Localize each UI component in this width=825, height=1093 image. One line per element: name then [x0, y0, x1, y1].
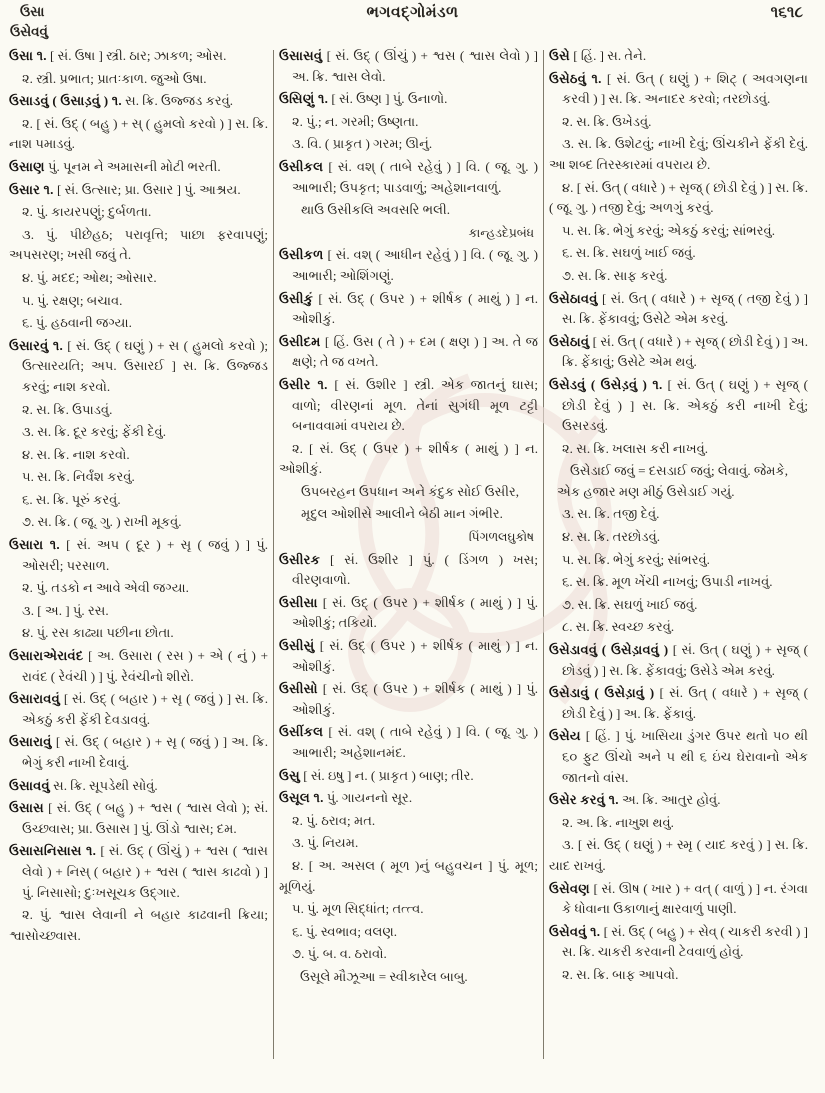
dictionary-entry: [549, 289, 808, 330]
dictionary-entry: [279, 89, 538, 110]
headword: ઉસીરક: [279, 551, 321, 567]
entry-text: ઉસેડાઈ જવું = દસડાઈ જવું; લેવાવું. જેમકે, એક હજાર મણ મીઠું ઉસેડાઈ ગયું.: [557, 463, 789, 499]
headword: ઉસીકળ: [279, 247, 324, 263]
entry-text: ૬. પું. સ્વભાવ; વલણ.: [292, 923, 398, 939]
citation-source: [279, 527, 538, 548]
entry-text: ૩. [ સં. ઉદ્ ( ઘણું ) + સ્મૃ ( યાદ કરવું ) ] સ. ક્રિ. યાદ રાખવું.: [549, 837, 808, 873]
sense-line: [549, 617, 808, 638]
entry-text: [ સં. વશ્ ( તાબે રહેવું ) ] વિ. ( જૂ. ગુ. ) આભારી; ઉપકૃત; પાડવાળું; અહેશાનવાળું.: [292, 158, 538, 195]
entry-text: ૫. સ. ક્રિ. ભેગું કરવું; સાંભરવું.: [562, 551, 710, 567]
headword: ઉસીર ૧.: [279, 376, 328, 392]
entry-text: ૨. અ. ક્રિ. નાખુશ થવું.: [562, 814, 674, 830]
entry-text: ૬. સ. ક્રિ. મૂળ ખેંચી નાખવું; ઉપાડી નાખવું.: [562, 574, 773, 590]
sense-line: [9, 69, 268, 90]
dictionary-entry: [279, 332, 538, 373]
entry-text: ૪. સ. ક્રિ. નાશ કરવો.: [22, 446, 130, 462]
entry-text: ૩. પું. નિયમ.: [292, 835, 359, 851]
entry-text: થાઉ ઉસીકલિ અવસરિ ભલી.: [301, 202, 451, 218]
entry-text: ૫. પું. મૂળ સિદ્ધાંત; તત્ત્વ.: [292, 901, 424, 917]
dictionary-entry: [549, 375, 808, 437]
entry-text: [ સં. ઉદ્ ( ઉપર ) + શીર્ષક ( માથું ) ] પું. ઓશીકું.: [292, 681, 538, 717]
dictionary-entry: [9, 646, 268, 687]
dictionary-entry: [9, 180, 268, 201]
entry-text: મૃદુલ ઓશીસે આલીને બેઠી માન ગંભીર.: [301, 506, 503, 522]
entry-text: ૨. સ. ક્રિ. ઉપાડવું.: [22, 401, 113, 417]
headword: ઉસારાવવું: [9, 691, 61, 707]
entry-text: ૨. પું. શ્વાસ લેવાની ને બહાર કાઢવાની ક્રિયા; શ્વાસોચ્છ્વાસ.: [9, 907, 268, 943]
headword: ઉસાસ: [9, 800, 44, 816]
dictionary-entry: [279, 245, 538, 286]
entry-text: [ સં. ઊષ ( ખાર ) + વત્ ( વાળું ) ] ન. રંગવા કે ધોવાના ઉકાળાનું ક્ષારવાળું પાણી.: [562, 880, 809, 917]
headword: ઉસાસનિસાસ ૧.: [9, 843, 97, 859]
entry-text: [ સં. ઉદ્ ( ઊંચું ) + શ્વસ ( શ્વાસ લેવો ) ] અ. ક્રિ. શ્વાસ લેવો.: [292, 48, 538, 84]
entry-text: ૨. સ. ક્રિ. બાફ આપવો.: [562, 966, 679, 982]
dictionary-entry: [549, 46, 808, 67]
sense-line: [549, 266, 808, 287]
dictionary-entry: [549, 640, 808, 681]
column-3: [549, 46, 808, 1085]
dictionary-entry: [549, 683, 808, 724]
dictionary-entry: [9, 841, 268, 903]
sense-line: [9, 291, 268, 312]
headword: ઉસીકું: [279, 290, 314, 306]
page-header: [0, 0, 825, 46]
headword: ઉસારા ૧.: [9, 537, 60, 553]
usage-note: [549, 461, 808, 502]
dictionary-entry: [9, 91, 268, 112]
sense-line: [549, 527, 808, 548]
entry-text: ૨. [ સં. ઉદ્ ( ઉપર ) + શીર્ષક ( માથું ) ] ન. ઓશીકું.: [279, 440, 538, 477]
entry-text: [ સં. ઉષ્ણ ] પું. ઉનાળો.: [331, 91, 448, 107]
headword: ઉસેર કરવું ૧.: [549, 792, 619, 808]
headword: ઉસીસું: [279, 638, 315, 654]
entry-text: ૮. સ. ક્રિ. સ્વચ્છ કરવું.: [562, 619, 675, 635]
entry-text: [ હિં. ] પું. ખાસિયા ડુંગર ઉપર થતો ૫૦ થી ૬૦ ફુટ ઊંચો અને ૫ થી ૬ ઇંચ ઘેરાવાનો એક જાતનો વાંસ.: [562, 728, 808, 785]
dictionary-entry: [9, 776, 268, 797]
dictionary-entry: [9, 798, 268, 839]
headword: ઉસેવવું ૧.: [549, 923, 601, 939]
entry-text: [ સં. ઉત્ ( વધારે ) + સૃજ્ ( તજી દેવું ) ] સ. ક્રિ. ફેંકાવવું; ઉસેટે એમ કરવું.: [562, 290, 808, 327]
entry-text: ૪. પું. મદદ; ઓથ; ઓસાર.: [22, 269, 157, 285]
sense-line: [549, 221, 808, 242]
dictionary-entry: [9, 46, 268, 67]
entry-text: [ સં. ઉશીર ] સ્ત્રી. એક જાતનું ઘાસ; વાળો; વીરણનાં મૂળ. તેનાં સુગંધી મૂળ ટટ્ટી બનાવવામાં વપરાય છે.: [292, 376, 538, 434]
dictionary-entry: [9, 157, 268, 178]
headword: ઉસારાએરાવંદ: [9, 648, 84, 664]
entry-text: [ સં. ઉદ્ ( ઊંચું ) + શ્વસ ( શ્વાસ લેવો ) + નિસ્ ( બહાર ) + શ્વસ ( શ્વાસ કાઢવો ) ] પું. નિસાસો; દુઃખસૂચક ઉદ્ગાર.: [22, 843, 268, 900]
headword: ઉસેડાવવું ( ઉસેડ઼ાવવું ): [549, 642, 669, 658]
entry-text: [ અ. ઉસારા ( રસ ) + એ ( નું ) + રાવંદ ( રેવંચી ) ] પું. રેવંચીનો શીરો.: [22, 648, 268, 684]
sense-line: [549, 813, 808, 834]
usage-note: [279, 967, 538, 988]
entry-text: ૫. સ. ક્રિ. નિર્વંશ કરવું.: [22, 469, 135, 485]
entry-text: અ. ક્રિ. આતુર હોવું.: [621, 792, 721, 808]
entry-text: ૩. વિ. ( પ્રાકૃત ) ગરમ; ઊનું.: [292, 136, 433, 152]
sense-line: [549, 178, 808, 219]
sense-line: [279, 833, 538, 854]
entry-text: ૭. સ. ક્રિ. ( જૂ. ગુ. ) રાખી મૂકવું.: [22, 514, 182, 530]
entry-text: [ સં. વશ્ ( તાબે રહેવું ) ] વિ. ( જૂ. ગુ. ) આભારી; અહેશાનમંદ.: [292, 724, 538, 760]
entry-text: ૩. સ. ક્રિ. તજી દેવું.: [562, 506, 660, 522]
entry-text: [ સં. ઉત્ ( વધારે ) + સૃજ્ ( છોડી દેવું ) ] અ. ક્રિ. ફેંકાવું; ઉસેટે એમ થવું.: [562, 333, 808, 370]
dictionary-entry: [549, 69, 808, 110]
entry-text: સ. ક્રિ. ઉજ્જડ કરવું.: [125, 93, 234, 109]
entry-text: ૭. સ. ક્રિ. સાફ કરવું.: [562, 267, 668, 283]
entry-text: ૨. સ. ક્રિ. ઉખેડવું.: [562, 113, 652, 129]
headword: ઉસાવવું: [9, 777, 50, 793]
sense-line: [9, 623, 268, 644]
sense-line: [549, 572, 808, 593]
entry-text: ૭. સ. ક્રિ. સઘળું ખાઈ જવું.: [562, 596, 698, 612]
sense-line: [549, 504, 808, 525]
entry-text: ૨. પું. તડકો ન આવે એવી જગ્યા.: [22, 580, 189, 596]
verse-line: [279, 482, 538, 503]
entry-text: ૩. સ. ક્રિ. દૂર કરવું; ફેંકી દેવું.: [22, 424, 166, 440]
entry-text: ૭. પું. બ. વ. ઠરાવો.: [292, 946, 387, 962]
entry-text: ૨. સ. ક્રિ. ખલાસ કરી નાખવું.: [562, 440, 709, 456]
sense-line: [9, 225, 268, 266]
dictionary-entry: [279, 766, 538, 787]
entry-text: [ સં. ઉદ્ ( બહાર ) + સૃ ( જવું ) ] સ. ક્રિ. એકઠું કરી ફેંકી દેવડાવવું.: [22, 691, 268, 727]
verse-line: [279, 504, 538, 525]
entry-text: ૫. સ. ક્રિ. ભેગું કરવું; એકઠું કરવું; સાંભરવું.: [562, 222, 775, 238]
entry-text: [ સં. ઉદ્ ( બહાર ) + સૃ ( જવું ) ] અ. ક્રિ. ભેગું કરી નાખી દેવાવું.: [22, 734, 268, 770]
entry-text: [ સં. ઉત્ ( ઘણું ) + શિટ્ ( અવગણના કરવી ) ] સ. ક્રિ. અનાદર કરવો; તરછોડવું.: [562, 70, 808, 107]
headword: ઉસુ: [279, 767, 300, 783]
guide-word-top: ઉસા: [20, 4, 45, 19]
sense-line: [9, 467, 268, 488]
entry-text: [ સં. ઉદ્ ( ઉપર ) + શીર્ષક ( માથું ) ] ન. ઓશીકું.: [292, 638, 538, 674]
sense-line: [549, 112, 808, 133]
sense-line: [9, 422, 268, 443]
headword: ઉસીસો: [279, 681, 318, 697]
headword: ઉસિણું ૧.: [279, 91, 329, 107]
headword: ઉસા ૧.: [9, 48, 47, 63]
sense-line: [549, 439, 808, 460]
sense-line: [279, 134, 538, 155]
entry-text: [ હિં. ઉસ ( તે ) + દમ ( ક્ષણ ) ] અ. તે જ ક્ષણે; તે જ વખતે.: [292, 333, 538, 370]
dictionary-entry: [549, 922, 808, 963]
entry-text: સ. ક્રિ. સૂપડેથી સોવું.: [53, 777, 158, 793]
headword: ઉસેઠાવવું: [549, 290, 598, 306]
entry-text: ૬. પું. હઠવાની જગ્યા.: [22, 315, 132, 331]
headword: ઉસીંકલ: [279, 724, 324, 740]
entry-text: ઉસૂલે મૌઝૂઆ = સ્વીકારેલ બાબુ.: [300, 968, 468, 984]
headword: ઉસારવું ૧.: [9, 337, 64, 353]
headword: ઉસૂલ ૧.: [279, 790, 324, 806]
entry-text: ૪. સ. ક્રિ. તરછોડવું.: [562, 529, 661, 545]
sense-line: [9, 905, 268, 946]
entry-text: ૨. સ્ત્રી. પ્રભાત; પ્રાતઃકાળ. જુઓ ઉષા.: [22, 70, 207, 86]
sense-line: [9, 313, 268, 334]
headword: ઉસેવણ: [549, 880, 590, 896]
entry-text: [ સં. વશ્ ( આધીન રહેવું ) ] વિ. ( જૂ. ગુ. ) આભારી; ઓશિંગણું.: [292, 247, 538, 283]
dictionary-columns: [9, 46, 819, 1085]
sense-line: [9, 601, 268, 622]
entry-text: [ સં. ઉત્ ( વધારે ) + સૃજ્ ( છોડી દેવું ) ] અ. ક્રિ. ફેંકાવું.: [562, 685, 808, 721]
dictionary-entry: [549, 332, 808, 373]
dictionary-entry: [279, 788, 538, 809]
page-number: ૧૬૧૮: [770, 4, 803, 21]
headword: ઉસાડવું ( ઉસાડ઼વું ) ૧.: [9, 93, 122, 109]
headword: ઉસેઠવું ૧.: [549, 70, 602, 86]
sense-line: [9, 512, 268, 533]
dictionary-entry: [9, 689, 268, 730]
sense-line: [549, 835, 808, 876]
headword: ઉસારાવું: [9, 734, 52, 750]
headword: ઉસીદમ: [279, 333, 321, 349]
book-title: ભગવદ્ગોમંડળ: [366, 4, 459, 21]
headword: ઉસેડવું ( ઉસેડ઼વું ) ૧.: [549, 376, 663, 392]
entry-text: [ સં. ઉદ્ ( બહુ ) + સેવ્ ( ચાકરી કરવી ) ] સ. ક્રિ. ચાકરી કરવાની ટેવવાળું હોવું.: [562, 923, 808, 960]
entry-text: ૬. સ. ક્રિ. સઘળું ખાઈ જવું.: [562, 245, 696, 261]
column-1: [9, 46, 268, 1085]
entry-text: [ સં. ઉશીર ] પું. ( ડિંગળ ) ખસ; વીરણવાળો.: [292, 551, 538, 588]
headword: ઉસીસા: [279, 594, 318, 610]
sense-line: [9, 268, 268, 289]
headword: ઉસીકલ: [279, 158, 324, 174]
entry-text: ૪. [ સં. ઉત્ ( વધારે ) + સૃજ્ ( છોડી દેવું ) ] સ. ક્રિ. ( જૂ. ગુ. ) તજી દેવું; અળગું કરવું.: [549, 179, 808, 216]
dictionary-entry: [9, 535, 268, 576]
sense-line: [9, 490, 268, 511]
dictionary-entry: [279, 375, 538, 437]
entry-text: ૩. પું. પીછેહઠ; પરાવૃત્તિ; પાછા ફરવાપણું; અપસરણ; ખસી જવું તે.: [9, 226, 268, 263]
entry-text: ૨. [ સં. ઉદ્ ( બહુ ) + સ્ ( હુમલો કરવો ) ] સ. ક્રિ. નાશ પમાડવું.: [9, 115, 268, 152]
entry-text: ૬. સ. ક્રિ. પૂરું કરવું.: [22, 491, 121, 507]
dictionary-entry: [279, 722, 538, 763]
verse-line: [279, 200, 538, 221]
guide-word-bottom: ઉસેવવું: [10, 24, 48, 39]
sense-line: [279, 856, 538, 897]
column-divider: [543, 50, 544, 1059]
entry-text: [ સં. ઉત્ ( ઘણું ) + સૃજ્ ( છોડવું ) ] સ. ક્રિ. ફેંકાવવું; ઉસેડે એમ કરવું.: [562, 642, 809, 678]
entry-text: [ સં. ઉદ્ ( ઉપર ) + શીર્ષક ( માથું ) ] પું. ઓશીકું; તકિયો.: [292, 594, 539, 631]
headword: ઉસે: [549, 48, 570, 63]
entry-text: પું. ગાયનનો સૂર.: [326, 790, 413, 806]
dictionary-entry: [9, 336, 268, 398]
entry-text: [ સં. ઉત્ ( ઘણું ) + સૃજ્ ( છોડી દેવું ) ] સ. ક્રિ. એકઠું કરી નાખી દેવું; ઉસરડવું.: [562, 376, 809, 434]
entry-text: [ સં. ઉદ્ ( ઉપર ) + શીર્ષક ( માથું ) ] ન. ઓશીકું.: [292, 290, 538, 327]
entry-text: [ સં. ઉષા ] સ્ત્રી. ઠાર; ઝાકળ; ઓસ.: [49, 48, 227, 63]
headword: ઉસાણ: [9, 158, 45, 174]
entry-text: ઉપબરહન ઉપધાન અને કંદુક સોઈ ઉસીર,: [301, 483, 519, 499]
sense-line: [549, 595, 808, 616]
dictionary-entry: [549, 726, 808, 788]
entry-text: ૪. [ અ. અસલ ( મૂળ )નું બહુવચન ] પું. મૂળ; મૂળિયું.: [279, 857, 538, 894]
dictionary-entry: [279, 46, 538, 87]
entry-text: ૩. સ. ક્રિ. ઉશેટવું; નાખી દેવું; ઊંચકીને ફેંકી દેવું. આ શબ્દ તિરસ્કારમાં વપરાય છે.: [549, 136, 808, 172]
entry-text: ૫. પું. રક્ષણ; બચાવ.: [22, 292, 123, 308]
entry-text: ૪. પું. રસ કાઢ્યા પછીના છોતા.: [22, 625, 174, 641]
dictionary-entry: [279, 157, 538, 198]
dictionary-entry: [549, 790, 808, 811]
entry-text: ૩. [ અ. ] પું. રસ.: [22, 602, 109, 618]
dictionary-entry: [279, 550, 538, 591]
dictionary-entry: [279, 636, 538, 677]
entry-text: ૨. પું.; ન. ગરમી; ઉષ્ણતા.: [292, 113, 419, 129]
sense-line: [549, 550, 808, 571]
entry-text: કાન્હડદેપ્રબંધ: [468, 225, 534, 240]
dictionary-entry: [9, 732, 268, 773]
sense-line: [549, 134, 808, 175]
sense-line: [9, 578, 268, 599]
dictionary-entry: [279, 593, 538, 634]
headword: ઉસેય: [549, 728, 581, 744]
citation-source: [279, 223, 538, 244]
sense-line: [9, 445, 268, 466]
sense-line: [279, 944, 538, 965]
sense-line: [279, 439, 538, 480]
headword: ઉસેઠાવું: [549, 333, 590, 349]
entry-text: [ હિં. ] સ. તેને.: [573, 48, 647, 63]
entry-text: ૨. પું. કાયરપણું; દુર્બળતા.: [22, 204, 152, 220]
dictionary-entry: [549, 879, 808, 920]
entry-text: પું. પૂનમ ને અમાસની મોટી ભરતી.: [48, 158, 221, 174]
entry-text: પિંગળલઘુકોષ: [468, 530, 534, 545]
headword: ઉસાસવું: [279, 48, 323, 63]
sense-line: [279, 922, 538, 943]
entry-text: [ સં. ઇષુ ] ન. ( પ્રાકૃત ) બાણ; તીર.: [303, 767, 474, 783]
sense-line: [549, 243, 808, 264]
entry-text: [ સં. અપ ( દૂર ) + સૃ ( જવું ) ] પું. ઓસરી; પરસાળ.: [22, 537, 268, 573]
dictionary-entry: [279, 289, 538, 330]
entry-text: [ સં. ઉદ્ ( બહુ ) + શ્વસ ( શ્વાસ લેવો ); સં. ઉચ્છ્વાસ; પ્રા. ઉસાસ ] પું. ઊંડો શ્વાસ; દમ.: [22, 800, 268, 836]
sense-line: [279, 811, 538, 832]
entry-text: ૨. પું. ઠરાવ; મત.: [292, 812, 376, 828]
sense-line: [279, 899, 538, 920]
column-divider: [273, 50, 274, 1059]
sense-line: [9, 400, 268, 421]
sense-line: [279, 112, 538, 133]
sense-line: [9, 202, 268, 223]
entry-text: [ સં. ઉત્સાર; પ્રા. ઉસાર ] પું. આશ્રય.: [56, 181, 241, 197]
headword: ઉસાર ૧.: [9, 181, 54, 197]
headword: ઉસેડાવું ( ઉસેડ઼ાવું ): [549, 685, 655, 701]
entry-text: [ સં. ઉદ્ ( ઘણું ) + સ ( હુમલો કરવો ); ઉત્સારયતિ; અપ. ઉસારઈ ] સ. ક્રિ. ઉજ્જડ કરવું; નાશ કરવો.: [22, 337, 268, 394]
column-2: [279, 46, 538, 1085]
sense-line: [549, 965, 808, 986]
dictionary-entry: [279, 679, 538, 720]
sense-line: [9, 114, 268, 155]
